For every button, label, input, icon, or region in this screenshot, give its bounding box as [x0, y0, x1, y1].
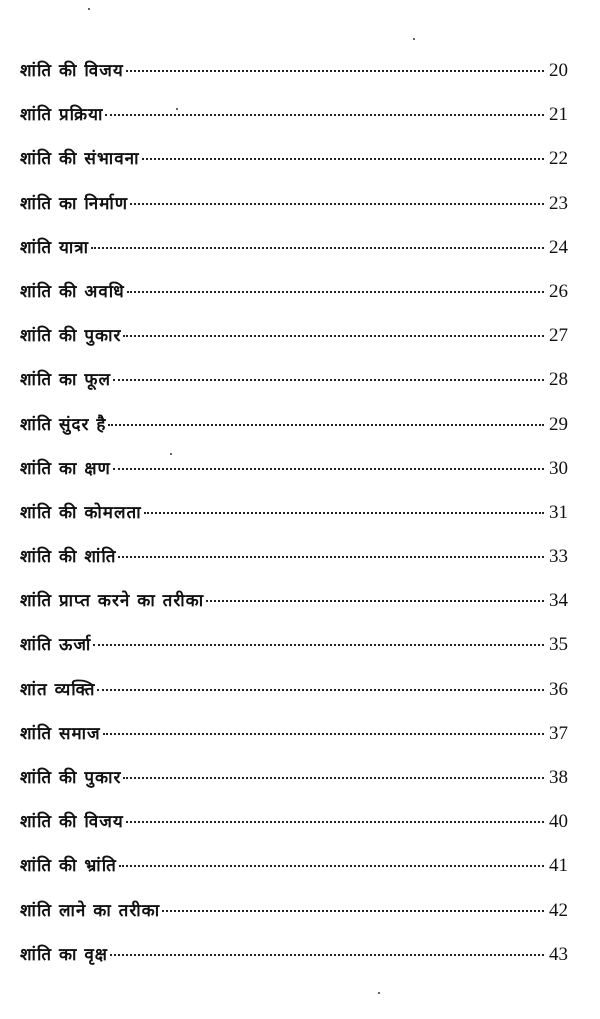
- toc-entry-page: 43: [549, 943, 568, 965]
- toc-entry-title: शांति की कोमलता: [20, 502, 142, 523]
- toc-entry-page: 21: [549, 104, 568, 126]
- toc-entry-page: 22: [549, 148, 568, 170]
- toc-entry-page: 41: [549, 855, 568, 877]
- toc-entry-title: शांति की विजय: [20, 812, 124, 833]
- toc-entry-page: 30: [549, 457, 568, 479]
- toc-entry-title: शांति सुंदर है: [20, 414, 107, 435]
- toc-entry: [20, 191, 568, 235]
- toc-entry-title: शांति का निर्माण: [20, 193, 129, 214]
- toc-entry-page: 20: [549, 60, 568, 81]
- toc-entry: [20, 898, 568, 942]
- dot-leader: [110, 954, 544, 956]
- dot-leader: [118, 556, 544, 558]
- dot-leader: [93, 644, 544, 646]
- toc-entry: [20, 456, 568, 500]
- toc-entry-title: शांति का वृक्ष: [20, 944, 108, 965]
- toc-entry: [20, 279, 568, 323]
- toc-entry-title: शांति का क्षण: [20, 458, 111, 479]
- toc-entry-page: 40: [549, 811, 568, 833]
- toc-entry-title: शांति की पुकार: [20, 326, 122, 347]
- dot-leader: [123, 777, 544, 779]
- dot-leader: [91, 247, 544, 249]
- toc-entry-page: 36: [549, 678, 568, 700]
- toc-entry: [20, 323, 568, 367]
- toc-entry-page: 35: [549, 634, 568, 656]
- toc-entry: [20, 632, 568, 676]
- toc-entry: [20, 500, 568, 544]
- dot-leader: [127, 291, 544, 293]
- toc-entry-page: 37: [549, 722, 568, 744]
- dot-leader: [113, 468, 544, 470]
- toc-entry-page: 31: [549, 501, 568, 523]
- toc-entry: [20, 235, 568, 279]
- toc-entry-page: 33: [549, 546, 568, 568]
- toc-entry-page: 34: [549, 590, 568, 612]
- toc-entry: [20, 367, 568, 411]
- scan-speck: [378, 992, 380, 994]
- toc-entry-title: शांति प्रक्रिया: [20, 105, 104, 126]
- toc-entry: [20, 942, 568, 986]
- dot-leader: [123, 335, 544, 337]
- dot-leader: [206, 600, 544, 602]
- toc-entry: [20, 809, 568, 853]
- toc-entry-page: 38: [549, 767, 568, 788]
- dot-leader: [162, 910, 544, 912]
- toc-entry-page: 28: [549, 369, 568, 391]
- toc-entry: [20, 588, 568, 632]
- dot-leader: [103, 733, 544, 735]
- dot-leader: [97, 689, 544, 691]
- toc-entry-title: शांत व्यक्ति: [20, 679, 96, 700]
- toc-entry-page: 29: [549, 413, 568, 435]
- toc-entry-title: शांति की संभावना: [20, 149, 140, 170]
- toc-entry: [20, 721, 568, 765]
- scan-speck: [88, 8, 90, 10]
- dot-leader: [126, 821, 544, 823]
- toc-entry-title: शांति का फूल: [20, 370, 111, 391]
- dot-leader: [108, 424, 544, 426]
- toc-entry-title: शांति यात्रा: [20, 237, 90, 258]
- toc-entry: [20, 412, 568, 456]
- toc-entry-title: शांति की पुकार: [20, 768, 122, 788]
- toc-entry-title: शांति समाज: [20, 723, 101, 744]
- toc-entry: [20, 544, 568, 588]
- toc-entry-page: 42: [549, 899, 568, 921]
- toc-entry-page: 26: [549, 280, 568, 302]
- toc-entry: [20, 102, 568, 146]
- scan-speck: [413, 38, 415, 40]
- toc-entry: [20, 677, 568, 721]
- toc-entry-page: 23: [549, 192, 568, 214]
- toc-entry: [20, 853, 568, 897]
- dot-leader: [119, 865, 544, 867]
- toc-entry-title: शांति की विजय: [20, 61, 124, 81]
- dot-leader: [130, 203, 544, 205]
- toc-entry: [20, 58, 568, 102]
- dot-leader: [142, 158, 545, 160]
- toc-entry-title: शांति लाने का तरीका: [20, 900, 161, 921]
- table-of-contents: [20, 58, 568, 986]
- toc-entry-page: 27: [549, 325, 568, 347]
- dot-leader: [105, 114, 544, 116]
- dot-leader: [126, 70, 544, 72]
- toc-entry-title: शांति ऊर्जा: [20, 635, 92, 656]
- toc-entry-page: 24: [549, 236, 568, 258]
- toc-entry-title: शांति प्राप्त करने का तरीका: [20, 591, 205, 612]
- dot-leader: [113, 379, 544, 381]
- toc-entry: [20, 146, 568, 190]
- toc-entry: [20, 765, 568, 809]
- toc-entry-title: शांति की शांति: [20, 547, 117, 568]
- dot-leader: [144, 512, 544, 514]
- toc-entry-title: शांति की भ्रांति: [20, 856, 117, 877]
- toc-entry-title: शांति की अवधि: [20, 281, 125, 302]
